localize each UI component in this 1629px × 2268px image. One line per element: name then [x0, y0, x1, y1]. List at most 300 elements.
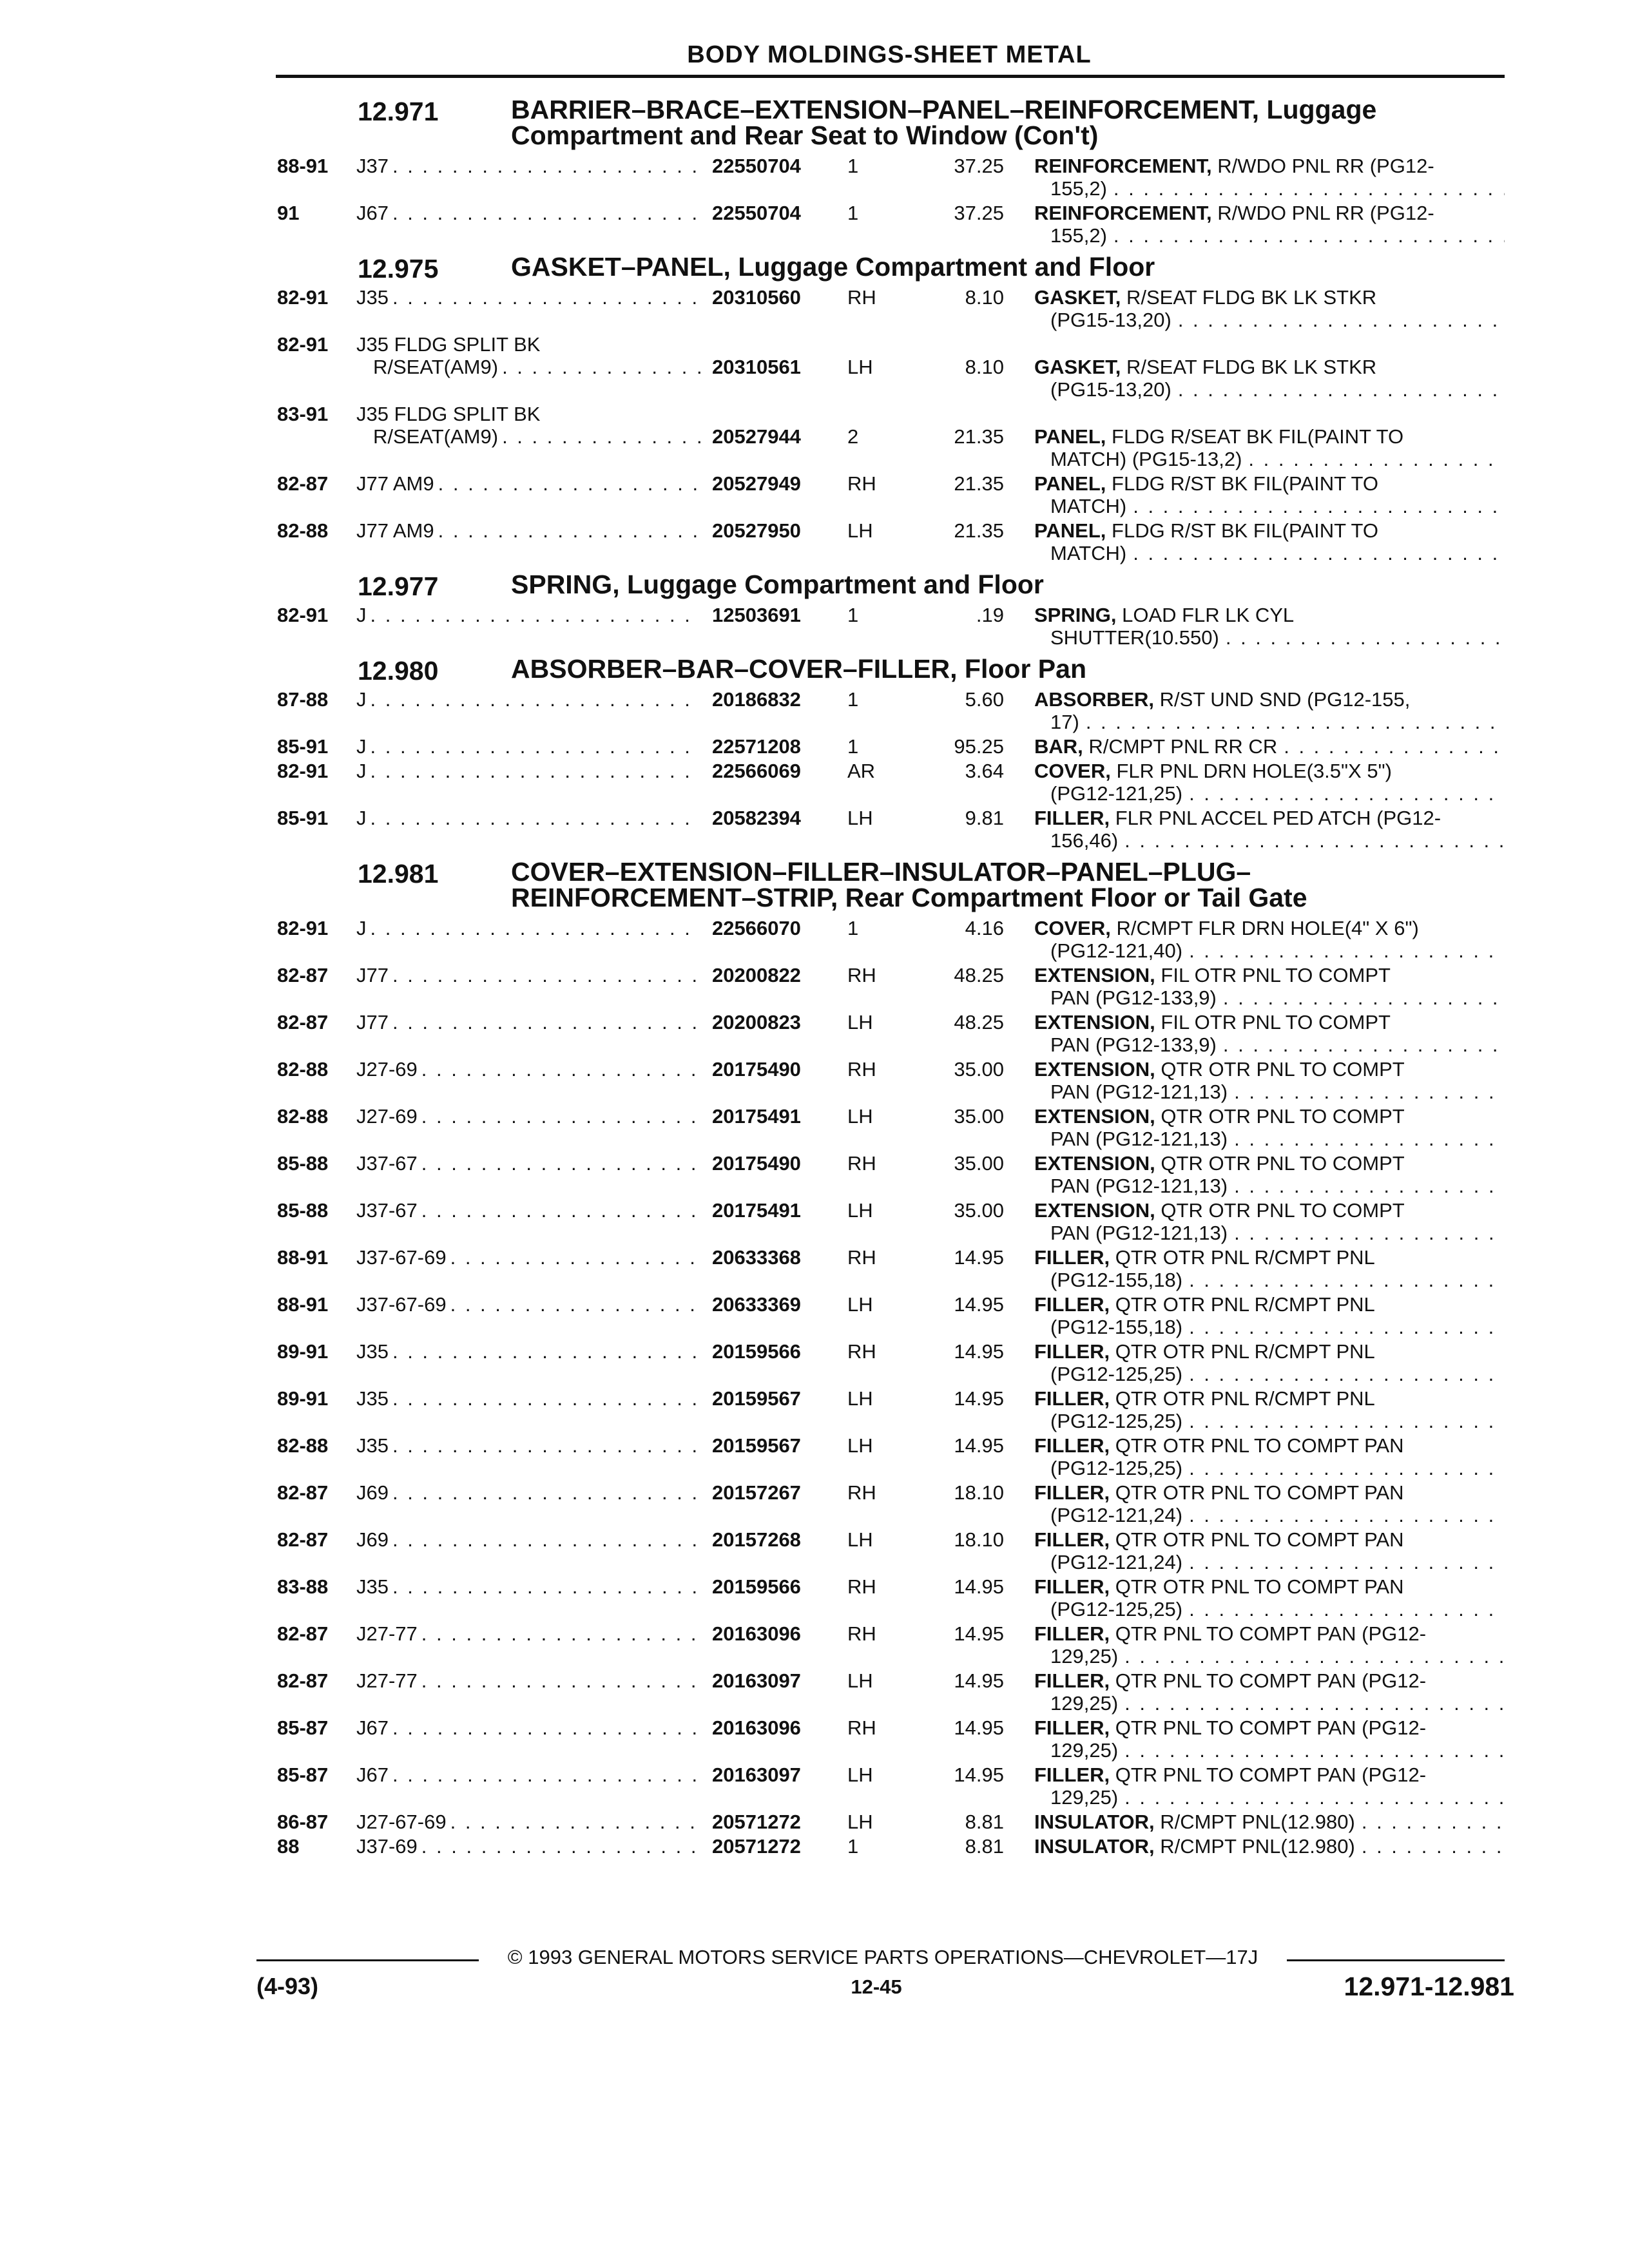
part-name: FILLER, [1034, 1716, 1110, 1739]
description-line [1034, 1481, 1505, 1504]
model-code [356, 1835, 704, 1858]
price: 14.95 [954, 1763, 1004, 1786]
description-line [1034, 1528, 1505, 1551]
model-code [356, 1434, 704, 1457]
model-text: J37-67-69 [356, 1246, 447, 1269]
model-text: J [356, 735, 367, 758]
dot-leader [392, 1340, 700, 1363]
description-text: QTR OTR PNL TO COMPT PAN [1115, 1434, 1404, 1457]
description-line [1034, 1504, 1505, 1526]
description-line [1034, 1011, 1505, 1033]
part-number: 20163097 [712, 1763, 801, 1786]
part-name: EXTENSION, [1034, 1058, 1155, 1081]
model-line [356, 1058, 704, 1081]
description-line [1034, 782, 1505, 805]
description-text: R/CMPT PNL(12.980) [1160, 1835, 1355, 1858]
model-line [356, 472, 704, 495]
description-text: (PG12-125,25) [1050, 1598, 1183, 1620]
dot-leader [371, 917, 701, 939]
model-line [356, 1575, 704, 1598]
quantity: 2 [847, 425, 859, 448]
part-description [1034, 760, 1505, 805]
section-title [511, 656, 1503, 682]
dot-leader [1234, 1222, 1505, 1244]
description-line [1034, 1811, 1505, 1833]
model-text: J [356, 604, 367, 626]
part-name: PANEL, [1034, 425, 1106, 448]
dot-leader [371, 807, 701, 829]
part-description [1034, 1199, 1505, 1244]
part-name: FILLER, [1034, 1340, 1110, 1363]
description-line [1034, 1316, 1505, 1338]
description-text: QTR PNL TO COMPT PAN (PG12- [1115, 1669, 1427, 1692]
description-text: PAN (PG12-121,13) [1050, 1081, 1228, 1103]
description-text: (PG15-13,20) [1050, 378, 1171, 401]
description-text: SHUTTER(10.550) [1050, 626, 1219, 649]
part-description [1034, 807, 1505, 852]
model-text: J77 [356, 1011, 389, 1033]
description-text: (PG12-125,25) [1050, 1363, 1183, 1385]
quantity: LH [847, 1811, 873, 1833]
part-description [1034, 604, 1505, 649]
quantity: LH [847, 1199, 873, 1222]
price: 14.95 [954, 1622, 1004, 1645]
model-line [356, 1105, 704, 1128]
model-code [356, 688, 704, 711]
price: 8.81 [965, 1811, 1004, 1833]
part-name: FILLER, [1034, 807, 1110, 829]
dot-leader [421, 1105, 700, 1128]
part-description [1034, 1293, 1505, 1338]
dot-leader [1234, 1081, 1505, 1103]
description-text: R/ST UND SND (PG12-155, [1159, 688, 1411, 711]
description-line [1034, 917, 1505, 939]
model-years: 85-87 [277, 1716, 329, 1739]
dot-leader [371, 604, 701, 626]
section-title-line: SPRING, Luggage Compartment and Floor [511, 570, 1044, 599]
quantity: LH [847, 1387, 873, 1410]
part-name: EXTENSION, [1034, 964, 1155, 986]
description-text: QTR OTR PNL TO COMPT [1161, 1152, 1405, 1175]
dot-leader [438, 472, 700, 495]
model-code [356, 917, 704, 939]
description-text: (PG12-121,24) [1050, 1504, 1183, 1526]
description-text: R/WDO PNL RR (PG12- [1217, 155, 1434, 177]
description-text: R/WDO PNL RR (PG12- [1217, 202, 1434, 224]
model-code [356, 1811, 704, 1833]
model-text: J35 [356, 286, 389, 309]
model-code [356, 1763, 704, 1786]
model-line [356, 403, 704, 425]
model-line [356, 917, 704, 939]
part-description [1034, 917, 1505, 962]
quantity: LH [847, 1293, 873, 1316]
part-description [1034, 1669, 1505, 1715]
dot-leader [1248, 448, 1505, 470]
quantity: LH [847, 1105, 873, 1128]
quantity: RH [847, 1058, 876, 1081]
description-line [1034, 1410, 1505, 1432]
section-number: 12.971 [358, 97, 439, 126]
model-years: 88-91 [277, 1293, 329, 1316]
part-description [1034, 1387, 1505, 1432]
part-number: 20310561 [712, 356, 801, 378]
dot-leader [1124, 829, 1505, 852]
description-text: PAN (PG12-121,13) [1050, 1175, 1228, 1197]
model-text: J [356, 688, 367, 711]
quantity: RH [847, 1246, 876, 1269]
price: 4.16 [965, 917, 1004, 939]
part-name: ABSORBER, [1034, 688, 1155, 711]
dot-leader [1189, 1551, 1505, 1573]
price: 48.25 [954, 964, 1004, 986]
model-line [356, 202, 704, 224]
model-code [356, 1528, 704, 1551]
quantity: LH [847, 356, 873, 378]
part-description [1034, 1716, 1505, 1762]
model-years: 85-87 [277, 1763, 329, 1786]
dot-leader [1226, 626, 1505, 649]
model-text: J35 [356, 1340, 389, 1363]
model-line [356, 1622, 704, 1645]
part-description [1034, 1105, 1505, 1150]
dot-leader [392, 155, 700, 177]
part-name: GASKET, [1034, 356, 1121, 378]
description-line [1034, 1363, 1505, 1385]
model-text: J [356, 807, 367, 829]
description-line [1034, 542, 1505, 564]
price: 8.81 [965, 1835, 1004, 1858]
dot-leader [421, 1152, 700, 1175]
description-line [1034, 735, 1505, 758]
model-text: J35 [356, 1434, 389, 1457]
description-line [1034, 309, 1505, 331]
part-description [1034, 1340, 1505, 1385]
quantity: RH [847, 1152, 876, 1175]
footer-rule-right [1287, 1959, 1505, 1961]
description-line [1034, 1763, 1505, 1786]
description-text: MATCH) [1050, 495, 1127, 517]
model-text: J77 AM9 [356, 472, 434, 495]
part-number: 20159567 [712, 1387, 801, 1410]
part-description [1034, 1835, 1505, 1858]
description-line [1034, 472, 1505, 495]
dot-leader [1284, 735, 1505, 758]
part-description [1034, 1152, 1505, 1197]
description-text: R/CMPT PNL(12.980) [1160, 1811, 1355, 1833]
part-name: FILLER, [1034, 1387, 1110, 1410]
description-line [1034, 356, 1505, 378]
description-text: QTR OTR PNL TO COMPT PAN [1115, 1528, 1404, 1551]
model-line [356, 1716, 704, 1739]
price: 5.60 [965, 688, 1004, 711]
part-description [1034, 1481, 1505, 1526]
price: 14.95 [954, 1434, 1004, 1457]
description-line [1034, 688, 1505, 711]
page-header-title: BODY MOLDINGS-SHEET METAL [687, 41, 1092, 68]
model-text: J35 FLDG SPLIT BK [356, 333, 541, 356]
footer-section-range: 12.971-12.981 [1344, 1972, 1514, 2001]
part-description [1034, 735, 1505, 758]
part-number: 22571208 [712, 735, 801, 758]
description-text: QTR OTR PNL TO COMPT [1161, 1058, 1405, 1081]
model-years: 82-88 [277, 1058, 329, 1081]
description-line [1034, 1551, 1505, 1573]
quantity: RH [847, 1575, 876, 1598]
part-name: FILLER, [1034, 1669, 1110, 1692]
price: 21.35 [954, 472, 1004, 495]
description-text: (PG12-121,25) [1050, 782, 1183, 805]
part-number: 20527950 [712, 519, 801, 542]
description-text: 129,25) [1050, 1739, 1119, 1762]
model-code [356, 1293, 704, 1316]
price: 14.95 [954, 1246, 1004, 1269]
description-text: QTR OTR PNL TO COMPT PAN [1115, 1575, 1404, 1598]
description-line [1034, 1716, 1505, 1739]
model-text: J77 AM9 [356, 519, 434, 542]
description-line [1034, 286, 1505, 309]
model-text: J37-67-69 [356, 1293, 447, 1316]
model-years: 86-87 [277, 1811, 329, 1833]
dot-leader [1189, 1316, 1505, 1338]
description-line [1034, 1058, 1505, 1081]
dot-leader [392, 1763, 700, 1786]
dot-leader [1362, 1811, 1505, 1833]
part-number: 22566069 [712, 760, 801, 782]
description-text: QTR OTR PNL R/CMPT PNL [1115, 1340, 1375, 1363]
description-line [1034, 1222, 1505, 1244]
model-text: J37-67 [356, 1152, 418, 1175]
model-code [356, 1622, 704, 1645]
price: 8.10 [965, 286, 1004, 309]
part-name: EXTENSION, [1034, 1152, 1155, 1175]
description-text: QTR OTR PNL R/CMPT PNL [1115, 1387, 1375, 1410]
section-title-line: REINFORCEMENT–STRIP, Rear Compartment Floor or Tail Gate [511, 883, 1307, 912]
model-line [356, 1011, 704, 1033]
part-name: FILLER, [1034, 1575, 1110, 1598]
model-code [356, 1246, 704, 1269]
description-line [1034, 986, 1505, 1009]
model-text: J37-69 [356, 1835, 418, 1858]
model-line [356, 1528, 704, 1551]
description-text: 129,25) [1050, 1645, 1119, 1667]
description-line [1034, 964, 1505, 986]
model-line [356, 425, 704, 448]
section-title-line: BARRIER–BRACE–EXTENSION–PANEL–REINFORCEMENT, Luggage [511, 95, 1377, 124]
description-text: MATCH) [1050, 542, 1127, 564]
section-title-line: COVER–EXTENSION–FILLER–INSULATOR–PANEL–PLUG– [511, 857, 1251, 887]
dot-leader [1133, 542, 1505, 564]
model-code [356, 1152, 704, 1175]
description-text: FIL OTR PNL TO COMPT [1161, 1011, 1391, 1033]
description-line [1034, 1645, 1505, 1667]
description-text: (PG12-155,18) [1050, 1316, 1183, 1338]
quantity: RH [847, 1622, 876, 1645]
dot-leader [421, 1669, 700, 1692]
description-text: MATCH) (PG15-13,2) [1050, 448, 1242, 470]
model-text: J37 [356, 155, 389, 177]
part-description [1034, 964, 1505, 1009]
model-code [356, 155, 704, 177]
part-description [1034, 1528, 1505, 1573]
model-line [356, 1293, 704, 1316]
model-code [356, 964, 704, 986]
part-name: FILLER, [1034, 1434, 1110, 1457]
part-name: COVER, [1034, 760, 1111, 782]
model-line [356, 1434, 704, 1457]
part-description [1034, 1434, 1505, 1479]
description-text: R/SEAT FLDG BK LK STKR [1126, 356, 1377, 378]
model-code [356, 1481, 704, 1504]
model-text: J35 FLDG SPLIT BK [356, 403, 541, 425]
part-number: 20633368 [712, 1246, 801, 1269]
part-description [1034, 1811, 1505, 1833]
dot-leader [371, 760, 701, 782]
part-number: 20571272 [712, 1835, 801, 1858]
dot-leader [1223, 1033, 1505, 1056]
section-title [511, 572, 1503, 597]
description-line [1034, 807, 1505, 829]
part-number: 20200823 [712, 1011, 801, 1033]
price: 14.95 [954, 1293, 1004, 1316]
model-years: 82-88 [277, 1105, 329, 1128]
quantity: LH [847, 1669, 873, 1692]
part-description [1034, 1246, 1505, 1291]
description-text: PAN (PG12-121,13) [1050, 1128, 1228, 1150]
model-line [356, 356, 704, 378]
dot-leader [392, 1481, 700, 1504]
price: 18.10 [954, 1528, 1004, 1551]
part-number: 22550704 [712, 155, 801, 177]
dot-leader [371, 735, 701, 758]
part-name: SPRING, [1034, 604, 1117, 626]
model-line [356, 964, 704, 986]
model-years: 82-87 [277, 1011, 329, 1033]
description-line [1034, 495, 1505, 517]
footer-date: (4-93) [256, 1973, 319, 1999]
price: 14.95 [954, 1716, 1004, 1739]
model-years: 85-88 [277, 1152, 329, 1175]
model-line [356, 1152, 704, 1175]
model-line [356, 333, 704, 356]
model-line [356, 735, 704, 758]
model-years: 88-91 [277, 1246, 329, 1269]
description-line [1034, 1387, 1505, 1410]
model-code [356, 760, 704, 782]
quantity: LH [847, 1763, 873, 1786]
description-line [1034, 1622, 1505, 1645]
description-line [1034, 1340, 1505, 1363]
part-number: 20159567 [712, 1434, 801, 1457]
part-number: 20159566 [712, 1340, 801, 1363]
model-code [356, 1105, 704, 1128]
description-text: QTR PNL TO COMPT PAN (PG12- [1115, 1716, 1427, 1739]
quantity: AR [847, 760, 876, 782]
model-text: J37-67 [356, 1199, 418, 1222]
part-description [1034, 202, 1505, 247]
dot-leader [1189, 1269, 1505, 1291]
model-code [356, 1011, 704, 1033]
model-code [356, 333, 704, 378]
model-line [356, 1199, 704, 1222]
model-line [356, 807, 704, 829]
model-code [356, 735, 704, 758]
description-text: (PG12-125,25) [1050, 1410, 1183, 1432]
price: 37.25 [954, 155, 1004, 177]
price: 35.00 [954, 1199, 1004, 1222]
description-line [1034, 711, 1505, 733]
dot-leader [392, 286, 700, 309]
description-line [1034, 177, 1505, 200]
quantity: LH [847, 1011, 873, 1033]
dot-leader [1113, 177, 1505, 200]
description-line [1034, 1457, 1505, 1479]
model-line [356, 155, 704, 177]
description-line [1034, 1199, 1505, 1222]
model-code [356, 1575, 704, 1598]
description-line [1034, 1128, 1505, 1150]
part-name: FILLER, [1034, 1293, 1110, 1316]
model-years: 88-91 [277, 155, 329, 177]
model-text: J27-69 [356, 1105, 418, 1128]
model-line [356, 1340, 704, 1363]
model-text: J27-77 [356, 1622, 418, 1645]
part-name: COVER, [1034, 917, 1111, 939]
model-code [356, 1387, 704, 1410]
model-text: J [356, 917, 367, 939]
price: 14.95 [954, 1575, 1004, 1598]
part-number: 20571272 [712, 1811, 801, 1833]
dot-leader [1189, 1410, 1505, 1432]
model-line [356, 604, 704, 626]
part-number: 12503691 [712, 604, 801, 626]
price: 14.95 [954, 1340, 1004, 1363]
description-line [1034, 604, 1505, 626]
quantity: RH [847, 472, 876, 495]
dot-leader [1124, 1645, 1505, 1667]
part-number: 20310560 [712, 286, 801, 309]
model-years: 83-91 [277, 403, 329, 425]
description-line [1034, 1033, 1505, 1056]
dot-leader [392, 1434, 700, 1457]
part-description [1034, 155, 1505, 200]
dot-leader [502, 356, 700, 378]
dot-leader [421, 1622, 700, 1645]
dot-leader [450, 1246, 700, 1269]
quantity: 1 [847, 1835, 859, 1858]
model-code [356, 286, 704, 309]
dot-leader [1234, 1175, 1505, 1197]
part-name: EXTENSION, [1034, 1011, 1155, 1033]
description-line [1034, 1598, 1505, 1620]
description-line [1034, 1692, 1505, 1715]
dot-leader [1189, 1598, 1505, 1620]
model-code [356, 202, 704, 224]
quantity: LH [847, 807, 873, 829]
model-text: J27-77 [356, 1669, 418, 1692]
section-number: 12.975 [358, 254, 439, 284]
part-description [1034, 1058, 1505, 1103]
description-line [1034, 1269, 1505, 1291]
quantity: RH [847, 1481, 876, 1504]
part-number: 20175490 [712, 1058, 801, 1081]
dot-leader [371, 688, 701, 711]
part-number: 22550704 [712, 202, 801, 224]
description-line [1034, 448, 1505, 470]
description-text: PAN (PG12-121,13) [1050, 1222, 1228, 1244]
part-description [1034, 519, 1505, 564]
price: 14.95 [954, 1387, 1004, 1410]
